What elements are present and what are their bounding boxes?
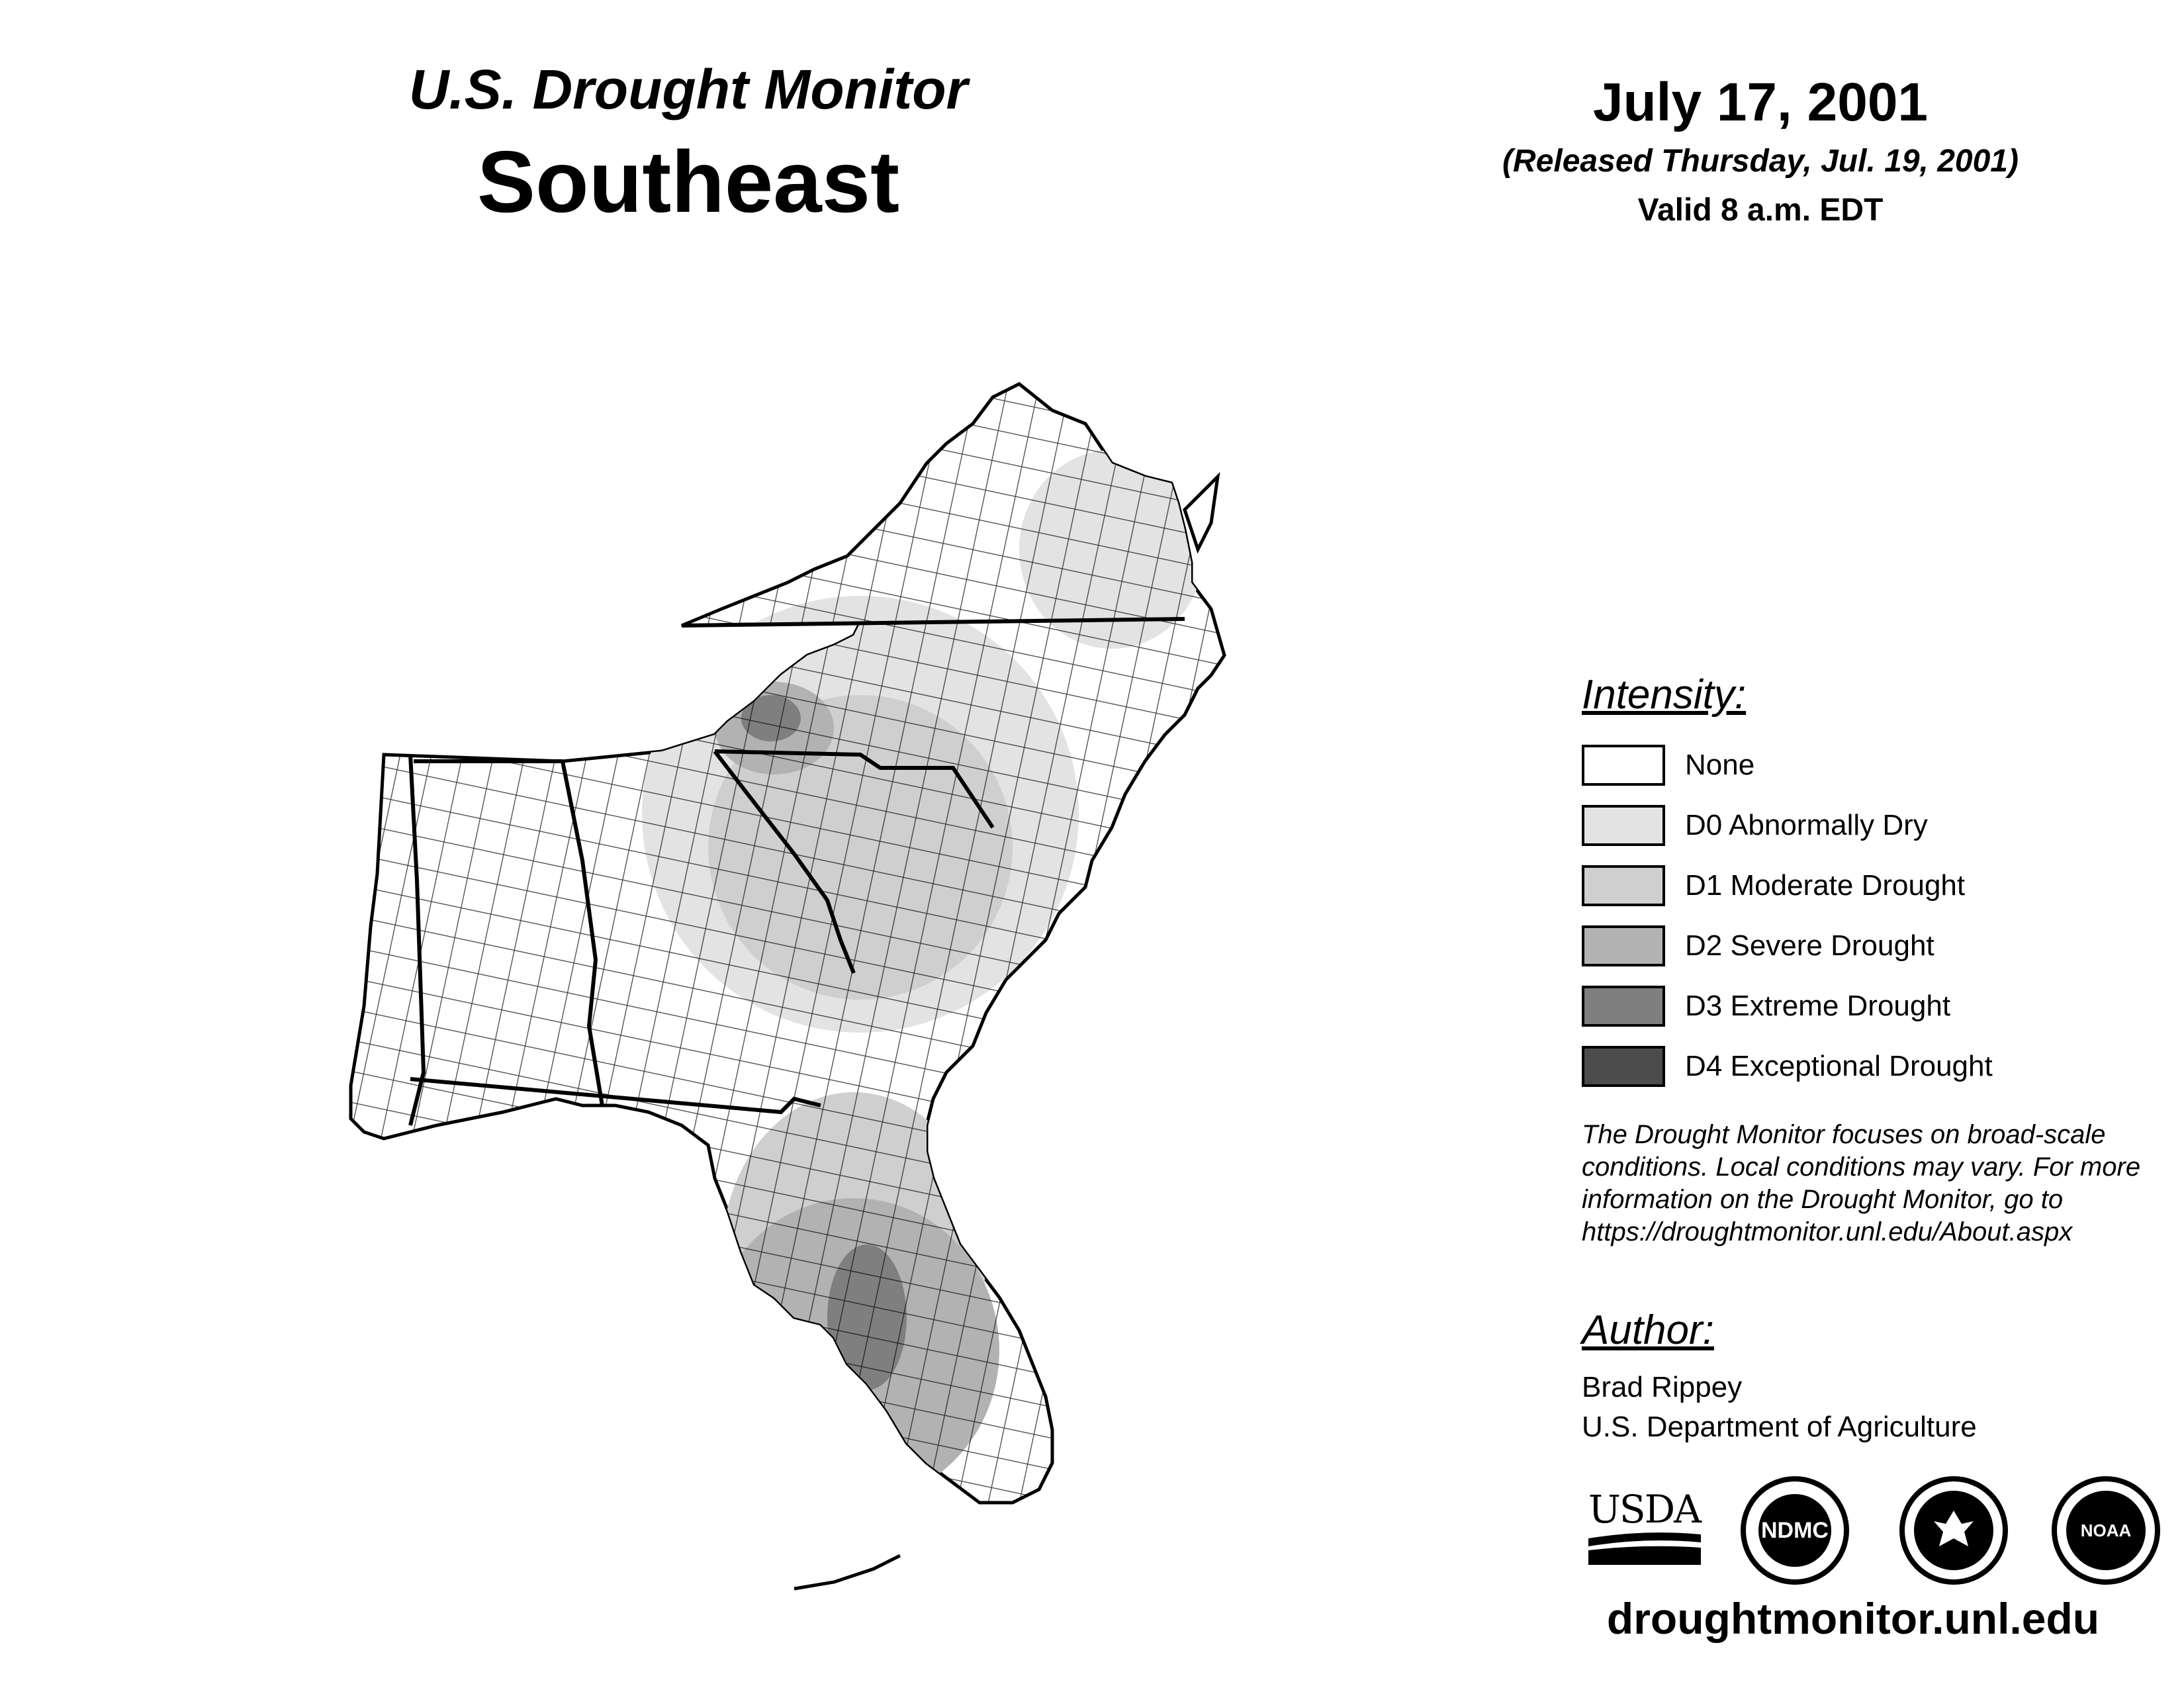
legend-label: D4 Exceptional Drought — [1685, 1049, 1993, 1082]
legend-label: D1 Moderate Drought — [1685, 868, 1966, 902]
eagle-icon — [1914, 1491, 1993, 1570]
legend-heading: Intensity: — [1582, 672, 1747, 718]
legend-label: D2 Severe Drought — [1685, 929, 1934, 962]
author-heading: Author: — [1582, 1307, 1714, 1353]
legend-label: None — [1685, 748, 1755, 781]
note-line: conditions. Local conditions may vary. For more — [1582, 1152, 2141, 1182]
title-block — [371, 53, 1006, 238]
delmarva-shore — [1185, 477, 1218, 549]
map-date: July 17, 2001 — [1592, 72, 1929, 132]
release-date: (Released Thursday, Jul. 19, 2001) — [1502, 144, 2019, 179]
legend-swatch-d0 — [1582, 805, 1665, 846]
intensity-legend — [1582, 669, 2164, 1096]
website-link[interactable]: droughtmonitor.unl.edu — [1606, 1594, 2100, 1643]
legend-swatch-d2 — [1582, 925, 1665, 966]
southeast-drought-map — [331, 357, 1271, 1628]
noaa-logo — [2052, 1476, 2160, 1585]
legend-swatch-d3 — [1582, 986, 1665, 1027]
usda-logo — [1588, 1489, 1701, 1569]
usda-logo-swoosh — [1588, 1529, 1701, 1566]
map-title: U.S. Drought Monitor — [408, 58, 968, 120]
legend-item-d0 — [1582, 795, 2164, 855]
author-name: Brad Rippey — [1582, 1371, 1743, 1403]
note-url[interactable]: https://droughtmonitor.unl.edu/About.aspx — [1582, 1217, 2073, 1246]
commerce-seal-logo — [1899, 1476, 2008, 1585]
valid-time: Valid 8 a.m. EDT — [1637, 193, 1884, 228]
author-organization: U.S. Department of Agriculture — [1582, 1411, 1977, 1443]
legend-item-d2 — [1582, 915, 2164, 976]
legend-item-d4 — [1582, 1036, 2164, 1096]
county-boundaries — [351, 384, 1224, 1503]
legend-swatch-d1 — [1582, 865, 1665, 906]
region-title: Southeast — [477, 133, 900, 230]
ndmc-logo — [1741, 1476, 1849, 1585]
legend-label: D3 Extreme Drought — [1685, 989, 1951, 1022]
legend-item-none — [1582, 735, 2164, 795]
author-block — [1582, 1304, 2177, 1447]
legend-swatch-none — [1582, 745, 1665, 786]
ndmc-logo-text: NDMC — [1758, 1494, 1831, 1567]
legend-item-d1 — [1582, 855, 2164, 915]
usda-logo-text: USDA — [1588, 1487, 1701, 1532]
legend-swatch-d4 — [1582, 1046, 1665, 1087]
florida-keys — [794, 1556, 900, 1589]
note-line: information on the Drought Monitor, go to — [1582, 1185, 2064, 1214]
legend-label: D0 Abnormally Dry — [1685, 808, 1928, 841]
info-note — [1582, 1119, 2177, 1248]
noaa-logo-text: NOAA — [2066, 1491, 2146, 1570]
partner-logos — [1588, 1476, 2171, 1589]
legend-item-d3 — [1582, 976, 2164, 1036]
note-line: The Drought Monitor focuses on broad-scale — [1582, 1120, 2106, 1149]
date-block — [1443, 66, 2078, 237]
